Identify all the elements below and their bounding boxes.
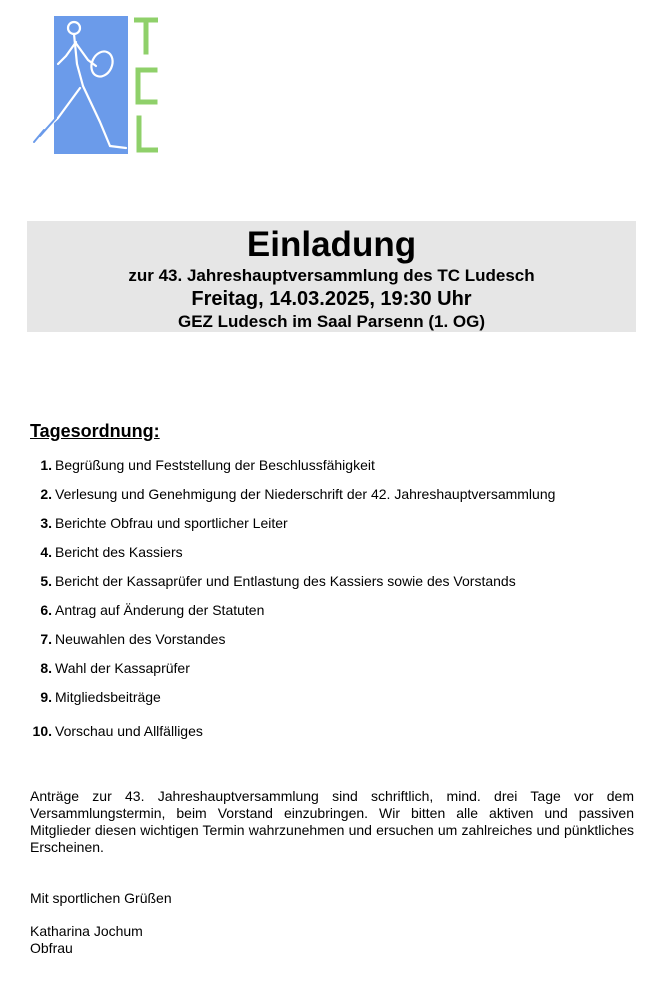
agenda-item-text: Neuwahlen des Vorstandes (55, 631, 226, 647)
agenda-item (30, 485, 555, 503)
agenda-item-text: Wahl der Kassaprüfer (55, 660, 190, 676)
agenda-item (30, 688, 161, 706)
agenda-item (30, 659, 190, 677)
agenda-item-number: 7. (40, 631, 52, 647)
agenda-item-text: Antrag auf Änderung der Statuten (55, 602, 265, 618)
page-title: Einladung (246, 225, 417, 264)
agenda-item (30, 456, 375, 474)
signer-name: Katharina Jochum (30, 923, 143, 939)
agenda-item-number: 5. (40, 573, 52, 589)
agenda-item-number: 4. (40, 544, 52, 560)
agenda-item-number: 10. (32, 723, 52, 739)
agenda-item-number: 9. (40, 689, 52, 705)
agenda-item-number: 6. (40, 602, 52, 618)
agenda-item-text: Berichte Obfrau und sportlicher Leiter (55, 515, 288, 531)
agenda-item-text: Bericht der Kassaprüfer und Entlastung des Kassiers sowie des Vorstands (55, 573, 516, 589)
agenda-item-text: Begrüßung und Feststellung der Beschlussfähigkeit (55, 457, 375, 473)
agenda-item-number: 1. (40, 457, 52, 473)
agenda-item (30, 543, 183, 561)
agenda-item-number: 8. (40, 660, 52, 676)
club-logo (30, 14, 160, 159)
agenda-item (30, 601, 264, 619)
event-location: GEZ Ludesch im Saal Parsenn (1. OG) (177, 312, 486, 331)
signer-role: Obfrau (30, 940, 73, 956)
tennis-player-icon (30, 14, 140, 159)
agenda-item-text: Mitgliedsbeiträge (55, 689, 161, 705)
closing-greeting: Mit sportlichen Grüßen (30, 890, 172, 906)
agenda-item (30, 630, 225, 648)
agenda-item (30, 572, 516, 590)
agenda-heading: Tagesordnung: (30, 421, 160, 441)
agenda-item-text: Bericht des Kassiers (55, 544, 183, 560)
agenda-item-number: 2. (40, 486, 52, 502)
event-subtitle: zur 43. Jahreshauptversammlung des TC Ludesch (128, 266, 535, 285)
agenda-item-text: Vorschau und Allfälliges (55, 723, 203, 739)
agenda-item-text: Verlesung und Genehmigung der Niederschrift der 42. Jahreshauptversammlung (55, 486, 556, 502)
body-paragraph: Anträge zur 43. Jahreshauptversammlung sind schriftlich, mind. drei Tage vor dem Versammlungstermin, beim Vorstand einzubringen. Wir bitten alle aktiven und passiven Mitglieder diesen wichtigen Termin wahrzunehmen und ersuchen um zahlreiches und pünktliches Erscheinen. (30, 788, 634, 855)
logo-letters-tcl (134, 14, 158, 159)
event-datetime: Freitag, 14.03.2025, 19:30 Uhr (191, 288, 472, 310)
agenda-item (30, 514, 288, 532)
agenda-item (30, 722, 203, 740)
invitation-banner (27, 221, 636, 332)
agenda-item-number: 3. (40, 515, 52, 531)
